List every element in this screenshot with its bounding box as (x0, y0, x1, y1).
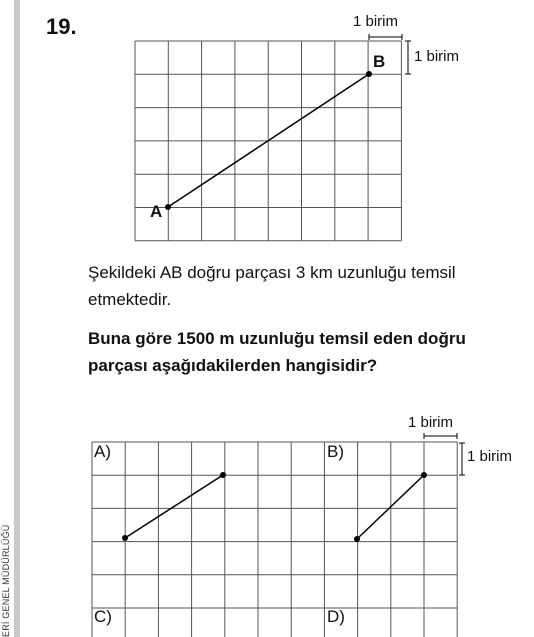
option-c-label[interactable]: C) (94, 607, 112, 626)
option-d-label[interactable]: D) (327, 607, 345, 626)
option-a-point-start (122, 535, 128, 541)
option-a-segment (125, 475, 223, 538)
option-b-label[interactable]: B) (327, 442, 344, 461)
options-grid-lines (92, 442, 457, 637)
option-a-point-end (220, 472, 226, 478)
options-unit-label-vertical: 1 birim (467, 448, 513, 465)
unit-label-vertical: 1 birim (414, 48, 460, 65)
option-b-point-end (421, 472, 427, 478)
point-a-label: A (150, 202, 163, 221)
unit-label-horizontal: 1 birim (353, 13, 399, 30)
side-publisher-text: ERİ GENEL MÜDÜRLÜĞÜ (1, 524, 11, 637)
options-unit-bracket-vertical (459, 443, 465, 475)
options-unit-bracket-horizontal (424, 433, 457, 439)
question-statement: Şekildeki AB doğru parçası 3 km uzunluğu temsil etmektedir. (88, 263, 456, 309)
point-b-label: B (373, 52, 386, 71)
question-number: 19. (46, 14, 77, 39)
option-b-point-start (354, 536, 360, 542)
option-a-label[interactable]: A) (94, 442, 111, 461)
options-unit-label-horizontal: 1 birim (408, 414, 454, 431)
question-prompt: Buna göre 1500 m uzunluğu temsil eden doğru parçası aşağıdakilerden hangisidir? (88, 329, 466, 375)
